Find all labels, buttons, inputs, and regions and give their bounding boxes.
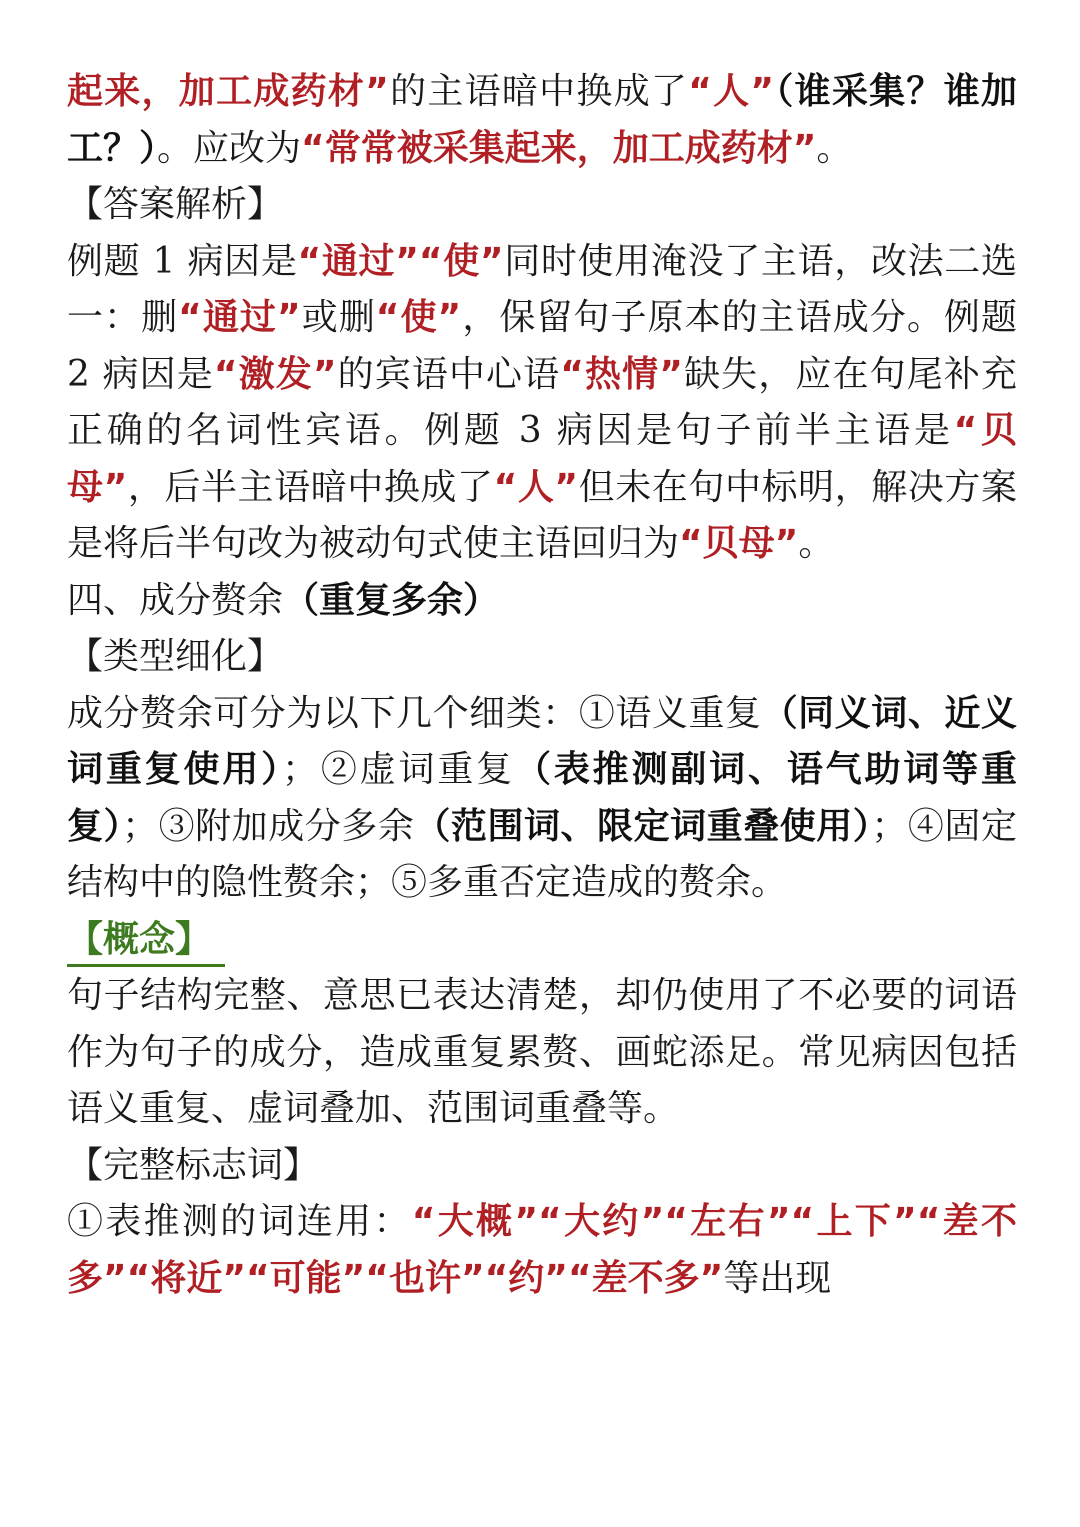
bold-text: （谁采集？谁加工？） <box>67 71 1017 169</box>
plain-text: 等出现 <box>723 1257 832 1299</box>
plain-text: 。应改为 <box>157 127 302 169</box>
plain-text: 。 <box>816 127 853 169</box>
quote-red: “通过”“使” <box>297 240 504 282</box>
plain-text: ，保留句子原本的主语成分。例题 2 病因是 <box>67 297 1017 395</box>
quote-red: “人” <box>493 466 579 508</box>
heading-answer-analysis: 【答案解析】 <box>67 184 284 225</box>
heading-section-4 <box>67 573 1017 630</box>
quote-red: “人” <box>688 71 775 112</box>
paragraph-concept: 句子结构完整、意思已表达清楚，却仍使用了不必要的词语作为句子的成分，造成重复累赘、画蛇添足。常见病因包括语义重复、虚词叠加、范围词重叠等。 <box>67 975 1017 1129</box>
paragraph-example3-fix <box>67 64 1017 177</box>
plain-text: 例题 1 病因是 <box>67 240 298 282</box>
quote-red: “使” <box>375 297 462 338</box>
paragraph-type-breakdown <box>67 686 1017 912</box>
plain-text: ；③附加成分多余 <box>122 805 415 847</box>
heading-marker-words: 【完整标志词】 <box>67 1144 320 1186</box>
plain-text: ；②虚词重复 <box>282 749 515 790</box>
document-body <box>67 64 1017 1307</box>
heading-concept-row <box>67 912 1017 969</box>
plain-text: 的宾语中心语 <box>336 353 561 395</box>
quote-red: “常常被采集起来，加工成药材” <box>301 127 817 169</box>
paragraph-marker-words <box>67 1194 1017 1307</box>
quote-red: “热情” <box>560 353 683 395</box>
plain-text: ；④固定结构中的隐性赘余；⑤多重否定造成的赘余。 <box>67 805 1017 903</box>
bold-text: （范围词、限定词重叠使用） <box>414 805 872 847</box>
plain-text: ，后半主语暗中换成了 <box>127 466 494 508</box>
quote-red: “贝母” <box>679 523 799 564</box>
plain-text: 缺失，应在句尾补充正确的名词性宾语。例题 3 病因是句子前半主语是 <box>67 353 1017 451</box>
quote-red: 起来，加工成药材” <box>67 71 389 112</box>
section-subtitle: （重复多余） <box>283 579 500 621</box>
heading-concept: 【概念】 <box>67 916 225 967</box>
quote-red: “激发” <box>213 353 337 395</box>
quote-red: “大概”“大约”“左右”“上下”“差不多”“将近”“可能”“也许”“约”“差不多” <box>67 1201 1017 1299</box>
quote-red: “通过” <box>178 297 301 338</box>
plain-text: 。 <box>798 523 835 564</box>
plain-text: 成分赘余可分为以下几个细类：①语义重复 <box>67 692 762 734</box>
heading-type-breakdown: 【类型细化】 <box>67 636 284 677</box>
plain-text: 的主语暗中换成了 <box>388 71 689 112</box>
paragraph-answer-analysis <box>67 234 1017 573</box>
plain-text: 或删 <box>300 297 376 338</box>
plain-text: 但未在句中标明，解决方案是将后半句改为被动句式使主语回归为 <box>67 466 1017 564</box>
bold-text: （同义词、近义词重复使用） <box>67 692 1017 790</box>
plain-text: ①表推测的词连用： <box>67 1201 412 1242</box>
quote-red: “贝母” <box>67 410 1017 508</box>
section-title: 四、成分赘余 <box>67 579 284 621</box>
bold-text: （表推测副词、语气助词等重复） <box>67 749 1017 847</box>
plain-text: 同时使用淹没了主语，改法二选一：删 <box>67 240 1017 338</box>
